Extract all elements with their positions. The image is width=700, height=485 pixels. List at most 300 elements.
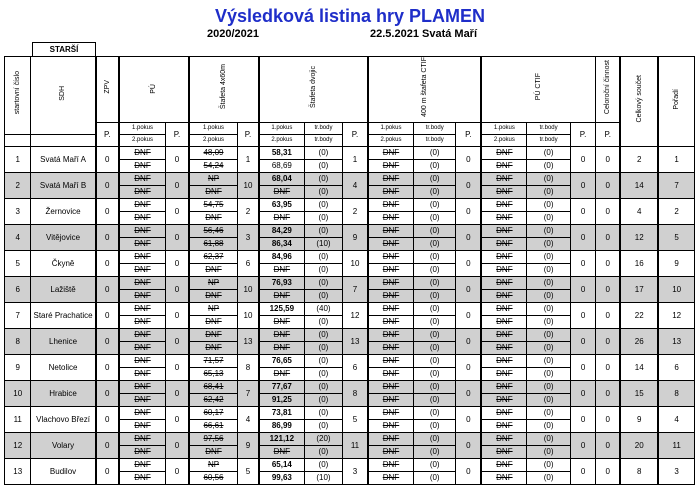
r4-points: 3 [238,224,259,250]
rc-attempt2-value: DNF [368,419,414,432]
pc-penalty2-value: (0) [527,445,570,458]
rc-penalty2-value: (0) [414,341,456,354]
rd-points-header: P. [343,122,368,146]
pc-penalty2-value: (0) [527,263,570,276]
rc-penalty1-value: (0) [414,224,456,237]
pc-attempt1-value: DNF [481,328,527,341]
total-score: 22 [620,302,658,328]
pu-points: 0 [166,276,189,302]
total-score: 12 [620,224,658,250]
pc-attempt2-value: DNF [481,471,527,484]
rd-attempt1-value: 121,12 [259,432,305,445]
rd-attempt1-value: 125,59 [259,302,305,315]
rc-penalty1-value: (0) [414,328,456,341]
start-number: 1 [5,146,31,172]
pu-attempt1-value: DNF [119,354,166,367]
pu-attempt1-value: DNF [119,328,166,341]
rank: 3 [658,458,694,484]
rc-penalty2-value: (0) [414,185,456,198]
rank: 2 [658,198,694,224]
pu-attempt2-value: DNF [119,289,166,302]
pu-attempt2-value: DNF [119,185,166,198]
rd-penalty1-value: (0) [304,146,342,159]
rd-penalty2-value: (0) [304,393,342,406]
pu-points: 0 [166,458,189,484]
pc-points: 0 [570,250,595,276]
col-relay-4x60: Štafeta 4x60m [189,57,259,123]
cz-points: 0 [596,146,620,172]
pu-points-header: P. [166,122,189,146]
rd-attempt2-value: 91,25 [259,393,305,406]
pc-points: 0 [570,302,595,328]
rd-attempt2-value: 68,69 [259,159,305,172]
pu-points: 0 [166,172,189,198]
table-row [5,146,695,159]
total-score: 8 [620,458,658,484]
total-score: 2 [620,146,658,172]
pc-attempt2: 2.pokus [481,134,527,146]
pc-penalty2-value: (0) [527,367,570,380]
r4-attempt2-value: DNF [189,263,238,276]
rc-penalty1-value: (0) [414,458,456,471]
cz-points: 0 [596,354,620,380]
rc-attempt1-value: DNF [368,172,414,185]
team-name: Staré Prachatice [31,302,96,328]
pc-attempt1-value: DNF [481,380,527,393]
rank: 5 [658,224,694,250]
pc-attempt1-value: DNF [481,354,527,367]
r4-attempt2-value: DNF [189,445,238,458]
rank: 9 [658,250,694,276]
pc-points-header: P. [570,122,595,146]
r4-points: 7 [238,380,259,406]
rc-penalty2-value: (0) [414,315,456,328]
rd-attempt2-value: 86,34 [259,237,305,250]
rd-penalty: tr.body [304,134,342,146]
team-name: Volary [31,432,96,458]
pc-attempt1-value: DNF [481,224,527,237]
cz-points: 0 [596,458,620,484]
rc-attempt2-value: DNF [368,471,414,484]
blank-header-cell [31,134,96,146]
zpv-points: 0 [96,328,119,354]
rc-points: 0 [456,146,481,172]
rank: 4 [658,406,694,432]
pc-penalty1-value: (0) [527,172,570,185]
r4-points: 9 [238,432,259,458]
col-sdh: SDH [31,57,96,135]
rc-penalty: tr.body [414,134,456,146]
pu-attempt2-value: DNF [119,263,166,276]
pc-penalty1-value: (0) [527,198,570,211]
rd-attempt2-value: DNF [259,211,305,224]
cz-points: 0 [596,276,620,302]
date-place: 22.5.2021 Svatá Maří [370,28,478,40]
pu-attempt1-value: DNF [119,458,166,471]
rc-penalty1-value: (0) [414,276,456,289]
r4-attempt1-value: NP [189,276,238,289]
rc-attempt2: 2.pokus [368,134,414,146]
rc-points: 0 [456,432,481,458]
rc-attempt1-value: DNF [368,432,414,445]
rc-points-header: P. [456,122,481,146]
rd-penalty2-value: (0) [304,315,342,328]
rc-attempt2-value: DNF [368,185,414,198]
pu-points: 0 [166,406,189,432]
rd-penalty2-value: (10) [304,471,342,484]
rd-penalty2-value: (0) [304,263,342,276]
pc-penalty1-value: (0) [527,354,570,367]
col-total: Celkový součet [620,57,658,147]
rd-penalty1-value: (0) [304,458,342,471]
rc-attempt1-value: DNF [368,380,414,393]
pu-attempt2: 2.pokus [119,134,166,146]
rc-attempt2-value: DNF [368,393,414,406]
rd-penalty1-value: (0) [304,380,342,393]
pc-penalty1-value: (0) [527,432,570,445]
pc-points: 0 [570,380,595,406]
results-table [4,56,695,485]
r4-points: 2 [238,198,259,224]
category-label: STARŠÍ [32,42,96,56]
start-number: 8 [5,328,31,354]
pc-penalty1-value: (0) [527,458,570,471]
r4-attempt1-value: NP [189,172,238,185]
total-score: 17 [620,276,658,302]
pu-attempt2-value: DNF [119,445,166,458]
r4-attempt1-value: 54,75 [189,198,238,211]
pc-penalty: tr.body [527,134,570,146]
r4-attempt1-value: 71,57 [189,354,238,367]
rd-penalty1-value: (40) [304,302,342,315]
pc-penalty1-value: (0) [527,146,570,159]
rd-penalty1-value: (0) [304,406,342,419]
rc-penalty2-value: (0) [414,289,456,302]
rc-penalty1-value: (0) [414,146,456,159]
r4-attempt1-value: NP [189,458,238,471]
pc-attempt1-value: DNF [481,146,527,159]
r4-points-header: P. [238,122,259,146]
start-number: 5 [5,250,31,276]
pu-points: 0 [166,198,189,224]
rc-attempt1-value: DNF [368,276,414,289]
rc-attempt2-value: DNF [368,211,414,224]
total-score: 9 [620,406,658,432]
rd-points: 1 [343,146,368,172]
pu-attempt2-value: DNF [119,419,166,432]
rc-penalty1-value: (0) [414,172,456,185]
rd-penalty2-value: (0) [304,185,342,198]
cz-points: 0 [596,172,620,198]
r4-attempt1-value: 56,46 [189,224,238,237]
pu-points: 0 [166,380,189,406]
r4-attempt1-value: DNF [189,328,238,341]
page-title: Výsledková listina hry PLAMEN [214,6,486,26]
rc-points: 0 [456,380,481,406]
rd-points: 5 [343,406,368,432]
rd-attempt2-value: DNF [259,289,305,302]
blank-header-cell [5,134,31,146]
total-score: 14 [620,354,658,380]
r4-points: 8 [238,354,259,380]
pu-attempt1-value: DNF [119,276,166,289]
r4-attempt1-value: 60,17 [189,406,238,419]
r4-attempt2-value: 65,13 [189,367,238,380]
r4-attempt2-value: 54,24 [189,159,238,172]
rc-attempt1-value: DNF [368,458,414,471]
rd-attempt2-value: DNF [259,445,305,458]
r4-attempt1-value: 48,09 [189,146,238,159]
pc-penalty1-value: (0) [527,380,570,393]
pc-penalty2-value: (0) [527,185,570,198]
rd-penalty1-value: (0) [304,276,342,289]
total-score: 20 [620,432,658,458]
table-row [5,198,695,211]
rd-points: 2 [343,198,368,224]
pu-attempt1-value: DNF [119,302,166,315]
rd-points: 10 [343,250,368,276]
pc-attempt2-value: DNF [481,367,527,380]
cz-points: 0 [596,302,620,328]
r4-attempt1-value: 97,56 [189,432,238,445]
r4-points: 6 [238,250,259,276]
total-score: 4 [620,198,658,224]
total-score: 15 [620,380,658,406]
start-number: 7 [5,302,31,328]
pu-points: 0 [166,224,189,250]
pc-penalty2-value: (0) [527,315,570,328]
rc-penalty1-value: (0) [414,406,456,419]
rd-attempt2-value: DNF [259,185,305,198]
total-score: 14 [620,172,658,198]
pc-points: 0 [570,458,595,484]
r4-points: 1 [238,146,259,172]
pc-penalty1-value: (0) [527,406,570,419]
pu-attempt2-value: DNF [119,159,166,172]
rd-penalty1-value: (20) [304,432,342,445]
r4-attempt2-value: DNF [189,289,238,302]
r4-attempt2-value: DNF [189,185,238,198]
col-rank: Pořadí [658,57,694,147]
cz-points: 0 [596,198,620,224]
rc-penalty1-value: (0) [414,198,456,211]
rc-attempt2-value: DNF [368,315,414,328]
rd-attempt1-value: DNF [259,328,305,341]
pu-points: 0 [166,328,189,354]
zpv-points: 0 [96,432,119,458]
pc-penalty2-value: (0) [527,289,570,302]
team-name: Čkyně [31,250,96,276]
team-name: Netolice [31,354,96,380]
rd-attempt1-value: 76,65 [259,354,305,367]
pu-attempt2-value: DNF [119,393,166,406]
rd-attempt1-value: 76,93 [259,276,305,289]
rd-points: 4 [343,172,368,198]
start-number: 11 [5,406,31,432]
pc-points: 0 [570,198,595,224]
team-name: Vlachovo Březí [31,406,96,432]
pu-points: 0 [166,146,189,172]
r4-attempt2-value: DNF [189,211,238,224]
rd-attempt1-value: 58,31 [259,146,305,159]
rd-penalty2-value: (0) [304,341,342,354]
r4-attempt2-value: 62,42 [189,393,238,406]
rd-attempt2-value: 99,63 [259,471,305,484]
rc-attempt1-value: DNF [368,406,414,419]
pc-penalty2-value: (0) [527,159,570,172]
zpv-points: 0 [96,302,119,328]
rc-penalty: tr.body [414,122,456,134]
total-score: 26 [620,328,658,354]
rc-attempt2-value: DNF [368,445,414,458]
pc-points: 0 [570,146,595,172]
rc-attempt1-value: DNF [368,328,414,341]
pc-penalty2-value: (0) [527,237,570,250]
pc-points: 0 [570,406,595,432]
pc-points: 0 [570,328,595,354]
rank: 6 [658,354,694,380]
rd-penalty1-value: (0) [304,198,342,211]
rd-penalty: tr.body [304,122,342,134]
rc-attempt1-value: DNF [368,198,414,211]
pc-penalty: tr.body [527,122,570,134]
table-row [5,458,695,471]
pu-attempt1-value: DNF [119,406,166,419]
rc-penalty1-value: (0) [414,302,456,315]
rank: 1 [658,146,694,172]
rc-penalty2-value: (0) [414,393,456,406]
rc-attempt1-value: DNF [368,250,414,263]
cz-points: 0 [596,380,620,406]
r4-attempt1-value: 68,41 [189,380,238,393]
r4-attempt1-value: NP [189,302,238,315]
pc-points: 0 [570,224,595,250]
rd-points: 13 [343,328,368,354]
pc-attempt2-value: DNF [481,211,527,224]
zpv-points: 0 [96,380,119,406]
pc-penalty1-value: (0) [527,328,570,341]
rc-penalty2-value: (0) [414,237,456,250]
cz-points: 0 [596,406,620,432]
table-row [5,224,695,237]
rd-attempt2-value: DNF [259,263,305,276]
rd-attempt1-value: 68,04 [259,172,305,185]
pc-attempt2-value: DNF [481,419,527,432]
team-name: Budilov [31,458,96,484]
table-row [5,276,695,289]
zpv-points-header: P. [96,122,119,146]
pc-points: 0 [570,432,595,458]
rd-attempt2: 2.pokus [259,134,305,146]
pc-attempt1-value: DNF [481,432,527,445]
r4-attempt2-value: 66,61 [189,419,238,432]
pu-attempt1-value: DNF [119,250,166,263]
pu-attempt1-value: DNF [119,198,166,211]
rank: 10 [658,276,694,302]
col-cz: Celoroční činnost [596,57,620,123]
rd-attempt1-value: 65,14 [259,458,305,471]
table-row [5,328,695,341]
rc-points: 0 [456,328,481,354]
cz-points: 0 [596,328,620,354]
pc-attempt1-value: DNF [481,250,527,263]
col-start-no: startovní číslo [5,57,31,135]
results-body [5,146,695,484]
pu-attempt1-value: DNF [119,224,166,237]
rd-penalty2-value: (0) [304,367,342,380]
rc-attempt1-value: DNF [368,224,414,237]
col-zpv: ZPV [96,57,119,123]
pu-attempt1: 1.pokus [119,122,166,134]
pc-attempt2-value: DNF [481,445,527,458]
rd-attempt2-value: DNF [259,315,305,328]
cz-points: 0 [596,250,620,276]
cz-points: 0 [596,224,620,250]
r4-attempt2-value: DNF [189,315,238,328]
col-relay-pairs: Štafeta dvojic [259,57,368,123]
rc-penalty1-value: (0) [414,380,456,393]
rc-attempt1-value: DNF [368,146,414,159]
table-row [5,302,695,315]
pc-attempt2-value: DNF [481,341,527,354]
start-number: 6 [5,276,31,302]
team-name: Lažiště [31,276,96,302]
rc-points: 0 [456,276,481,302]
r4-attempt2-value: 61,88 [189,237,238,250]
rd-points: 12 [343,302,368,328]
pc-attempt2-value: DNF [481,315,527,328]
pc-penalty1-value: (0) [527,224,570,237]
pu-points: 0 [166,250,189,276]
rd-penalty2-value: (0) [304,419,342,432]
zpv-points: 0 [96,146,119,172]
rc-penalty1-value: (0) [414,432,456,445]
start-number: 9 [5,354,31,380]
zpv-points: 0 [96,406,119,432]
rd-penalty1-value: (0) [304,328,342,341]
zpv-points: 0 [96,276,119,302]
pu-points: 0 [166,354,189,380]
pc-points: 0 [570,172,595,198]
rc-points: 0 [456,354,481,380]
table-row [5,380,695,393]
r4-attempt1-value: 62,37 [189,250,238,263]
pc-penalty1-value: (0) [527,276,570,289]
rc-penalty2-value: (0) [414,419,456,432]
table-row [5,432,695,445]
col-relay-ctif: 400 m štafeta CTIF [368,57,481,123]
pc-attempt1-value: DNF [481,406,527,419]
rd-points: 8 [343,380,368,406]
start-number: 12 [5,432,31,458]
zpv-points: 0 [96,354,119,380]
pc-attempt2-value: DNF [481,159,527,172]
rc-attempt2-value: DNF [368,341,414,354]
rd-points: 6 [343,354,368,380]
rc-penalty2-value: (0) [414,471,456,484]
zpv-points: 0 [96,224,119,250]
rd-attempt1-value: 84,29 [259,224,305,237]
rd-attempt1-value: 73,81 [259,406,305,419]
zpv-points: 0 [96,172,119,198]
rd-points: 9 [343,224,368,250]
pc-attempt1-value: DNF [481,198,527,211]
r4-attempt1: 1.pokus [189,122,238,134]
r4-points: 4 [238,406,259,432]
rd-penalty2-value: (10) [304,237,342,250]
cz-points-header: P. [596,122,620,146]
pc-points: 0 [570,354,595,380]
